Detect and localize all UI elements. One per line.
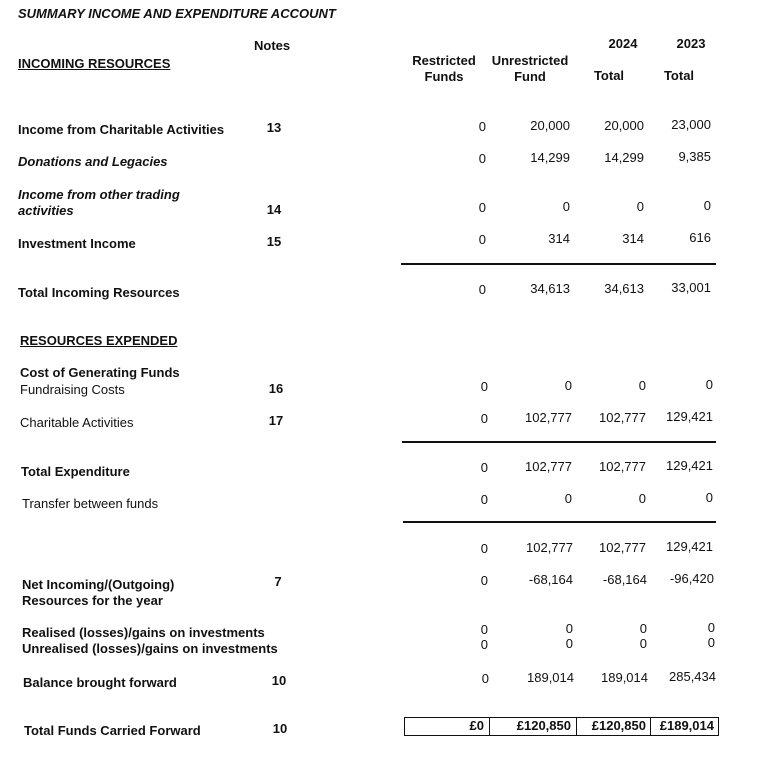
total-2024-header: Total bbox=[593, 68, 625, 83]
fundraising-total-2023: 0 bbox=[705, 377, 713, 392]
other-trading-label-1: Income from other trading bbox=[18, 187, 180, 202]
balance-bf-total-2023: 285,434 bbox=[669, 669, 716, 684]
balance-bf-note: 10 bbox=[271, 673, 287, 688]
charitable-activities-note: 17 bbox=[268, 413, 284, 428]
investment-income-unrestricted: 314 bbox=[548, 231, 570, 246]
charitable-activities-unrestricted: 102,777 bbox=[525, 410, 572, 425]
charitable-activities-label: Charitable Activities bbox=[20, 415, 134, 430]
incoming-section-heading: INCOMING RESOURCES bbox=[18, 56, 171, 71]
investment-income-total-2024: 314 bbox=[622, 231, 644, 246]
total-incoming-total-2024: 34,613 bbox=[604, 281, 644, 296]
transfer-restricted: 0 bbox=[480, 492, 488, 507]
divider-rule bbox=[402, 441, 716, 443]
year-2023-header: 2023 bbox=[676, 36, 706, 51]
subtotal-unrestricted: 102,777 bbox=[526, 540, 573, 555]
subtotal-total-2024: 102,777 bbox=[599, 540, 646, 555]
total-funds-total-2023: £189,014 bbox=[659, 718, 714, 733]
investment-income-note: 15 bbox=[266, 234, 282, 249]
unrestricted-header-2: Fund bbox=[514, 69, 546, 84]
total-funds-restricted: £0 bbox=[469, 718, 484, 733]
expended-section-heading: RESOURCES EXPENDED bbox=[20, 333, 178, 348]
fundraising-restricted: 0 bbox=[480, 379, 488, 394]
total-funds-total-2024: £120,850 bbox=[591, 718, 646, 733]
net-incoming-unrestricted: -68,164 bbox=[528, 572, 573, 587]
total-funds-label: Total Funds Carried Forward bbox=[24, 723, 201, 738]
other-trading-total-2023: 0 bbox=[703, 198, 711, 213]
transfer-total-2024: 0 bbox=[638, 491, 646, 506]
total-funds-note: 10 bbox=[272, 721, 288, 736]
total-expenditure-total-2024: 102,777 bbox=[599, 459, 646, 474]
realised-unrestricted: 0 bbox=[565, 621, 573, 636]
transfer-label: Transfer between funds bbox=[22, 496, 159, 511]
fundraising-note: 16 bbox=[268, 381, 284, 396]
other-trading-note: 14 bbox=[266, 202, 282, 217]
unrealised-unrestricted: 0 bbox=[565, 636, 573, 651]
unrealised-label: Unrealised (losses)/gains on investments bbox=[22, 641, 278, 656]
total-incoming-unrestricted: 34,613 bbox=[530, 281, 570, 296]
charitable-income-unrestricted: 20,000 bbox=[530, 118, 570, 133]
charitable-income-restricted: 0 bbox=[478, 119, 486, 134]
net-incoming-label-1: Net Incoming/(Outgoing) bbox=[22, 577, 175, 592]
unrealised-total-2024: 0 bbox=[639, 636, 647, 651]
transfer-total-2023: 0 bbox=[705, 490, 713, 505]
net-incoming-total-2023: -96,420 bbox=[669, 571, 714, 586]
fundraising-total-2024: 0 bbox=[638, 378, 646, 393]
balance-bf-restricted: 0 bbox=[481, 671, 489, 686]
other-trading-unrestricted: 0 bbox=[562, 199, 570, 214]
subtotal-total-2023: 129,421 bbox=[666, 539, 713, 554]
charitable-activities-restricted: 0 bbox=[480, 411, 488, 426]
realised-label: Realised (losses)/gains on investments bbox=[22, 625, 265, 640]
total-incoming-label: Total Incoming Resources bbox=[18, 285, 180, 300]
investment-income-restricted: 0 bbox=[478, 232, 486, 247]
charitable-income-total-2024: 20,000 bbox=[604, 118, 644, 133]
realised-total-2024: 0 bbox=[639, 621, 647, 636]
total-expenditure-unrestricted: 102,777 bbox=[525, 459, 572, 474]
restricted-header-1: Restricted bbox=[412, 53, 476, 68]
divider-rule bbox=[401, 263, 716, 265]
total-2023-header: Total bbox=[663, 68, 695, 83]
unrealised-total-2023: 0 bbox=[707, 635, 715, 650]
charitable-income-total-2023: 23,000 bbox=[671, 117, 711, 132]
investment-income-total-2023: 616 bbox=[689, 230, 711, 245]
donations-total-2024: 14,299 bbox=[604, 150, 644, 165]
transfer-unrestricted: 0 bbox=[564, 491, 572, 506]
charitable-activities-total-2023: 129,421 bbox=[666, 409, 713, 424]
donations-total-2023: 9,385 bbox=[678, 149, 711, 164]
other-trading-restricted: 0 bbox=[478, 200, 486, 215]
restricted-header-2: Funds bbox=[424, 69, 464, 84]
net-incoming-restricted: 0 bbox=[480, 573, 488, 588]
donations-label: Donations and Legacies bbox=[18, 154, 168, 169]
balance-bf-label: Balance brought forward bbox=[23, 675, 177, 690]
donations-restricted: 0 bbox=[478, 151, 486, 166]
divider-rule bbox=[403, 521, 716, 523]
cost-generating-funds-label: Cost of Generating Funds bbox=[20, 365, 180, 380]
net-incoming-label-2: Resources for the year bbox=[22, 593, 163, 608]
unrealised-restricted: 0 bbox=[480, 637, 488, 652]
total-expenditure-total-2023: 129,421 bbox=[666, 458, 713, 473]
realised-total-2023: 0 bbox=[707, 620, 715, 635]
net-incoming-note: 7 bbox=[274, 574, 282, 589]
total-incoming-total-2023: 33,001 bbox=[671, 280, 711, 295]
fundraising-label: Fundraising Costs bbox=[20, 382, 125, 397]
charitable-income-note: 13 bbox=[266, 120, 282, 135]
subtotal-restricted: 0 bbox=[480, 541, 488, 556]
unrestricted-header-1: Unrestricted bbox=[491, 53, 569, 68]
donations-unrestricted: 14,299 bbox=[530, 150, 570, 165]
realised-restricted: 0 bbox=[480, 622, 488, 637]
notes-header: Notes bbox=[254, 38, 291, 53]
balance-bf-total-2024: 189,014 bbox=[601, 670, 648, 685]
balance-bf-unrestricted: 189,014 bbox=[527, 670, 574, 685]
net-incoming-total-2024: -68,164 bbox=[602, 572, 647, 587]
total-expenditure-label: Total Expenditure bbox=[21, 464, 130, 479]
other-trading-total-2024: 0 bbox=[636, 199, 644, 214]
fundraising-unrestricted: 0 bbox=[564, 378, 572, 393]
investment-income-label: Investment Income bbox=[18, 236, 136, 251]
charitable-activities-total-2024: 102,777 bbox=[599, 410, 646, 425]
charitable-income-label: Income from Charitable Activities bbox=[18, 122, 225, 137]
other-trading-label-2: activities bbox=[18, 203, 74, 218]
total-expenditure-restricted: 0 bbox=[480, 460, 488, 475]
page-title: SUMMARY INCOME AND EXPENDITURE ACCOUNT bbox=[18, 6, 336, 21]
total-funds-unrestricted: £120,850 bbox=[516, 718, 571, 733]
year-2024-header: 2024 bbox=[608, 36, 638, 51]
total-incoming-restricted: 0 bbox=[478, 282, 486, 297]
